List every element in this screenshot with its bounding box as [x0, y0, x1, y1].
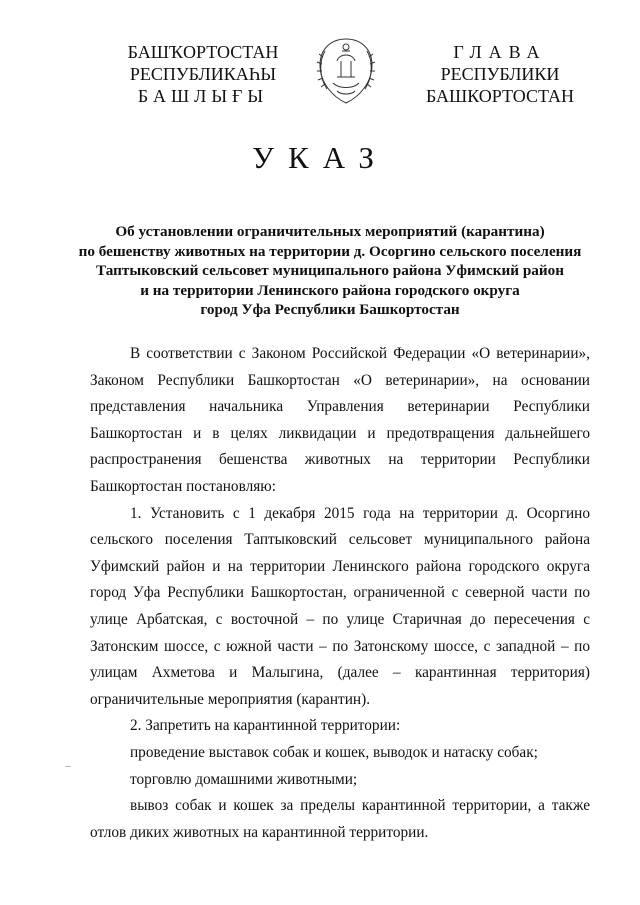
document-subject: [60, 222, 600, 320]
coat-of-arms-icon: [311, 33, 381, 107]
subject-line-1: Об установлении ограничительных мероприятий (карантина): [115, 223, 545, 240]
header-left-line-2: РЕСПУБЛИКАҺЫ: [129, 64, 277, 84]
header-left-line-1: БАШҠОРТОСТАН: [127, 42, 279, 62]
document-body: [90, 341, 590, 846]
header-right-line-3: БАШКОРТОСТАН: [425, 86, 575, 106]
subject-line-2: по бешенству животных на территории д. Осоргино сельского поселения: [78, 242, 582, 260]
header-right-line-1: ГЛАВА: [453, 42, 547, 62]
paragraph-ban-trade: торговлю домашними животными;: [130, 770, 358, 788]
document-title: УКАЗ: [252, 140, 388, 175]
header-left-line-3: БАШЛЫҒЫ: [137, 86, 269, 106]
header-left-block: [118, 41, 288, 107]
subject-line-5: город Уфа Республики Башкортостан: [200, 301, 460, 318]
header-right-block: [420, 41, 580, 107]
subject-line-3: Таптыковский сельсовет муниципального района Уфимский район: [96, 262, 564, 279]
paragraph-ban-export: вывоз собак и кошек за пределы карантинной территории, а также отлов диких животных на карантинной территории.: [90, 797, 590, 841]
paragraph-preamble: В соответствии с Законом Российской Федерации «О ветеринарии», Законом Республики Башкортостан «О ветеринарии», на основании представления начальника Управления ветеринарии Республики Башкортостан и в целях ликвидации и предотвращения дальнейшего распространения бешенства животных на территории Республики Башкортостан постановляю:: [90, 345, 590, 495]
subject-line-4: и на территории Ленинского района городского округа: [140, 281, 520, 299]
paragraph-ban-exhibitions: проведение выставок собак и кошек, выводок и натаску собак;: [130, 743, 538, 761]
paragraph-item-2: 2. Запретить на карантинной территории:: [130, 717, 401, 735]
header-right-line-2: РЕСПУБЛИКИ: [440, 64, 560, 84]
margin-mark: [65, 766, 71, 767]
paragraph-item-1: 1. Установить с 1 декабря 2015 года на территории д. Осоргино сельского поселения Таптыковский сельсовет муниципального района Уфимский район и на территории Ленинского района городского округа город Уфа Республики Башкортостан, ограниченной с северной части по улице Арбатская, с восточной – по улице Старичная до пересечения с Затонским шоссе, с южной части – по Затонскому шоссе, с западной – по улицам Ахметова и Малыгина, (далее – карантинная территория) ограничительные мероприятия (карантин).: [90, 504, 590, 708]
